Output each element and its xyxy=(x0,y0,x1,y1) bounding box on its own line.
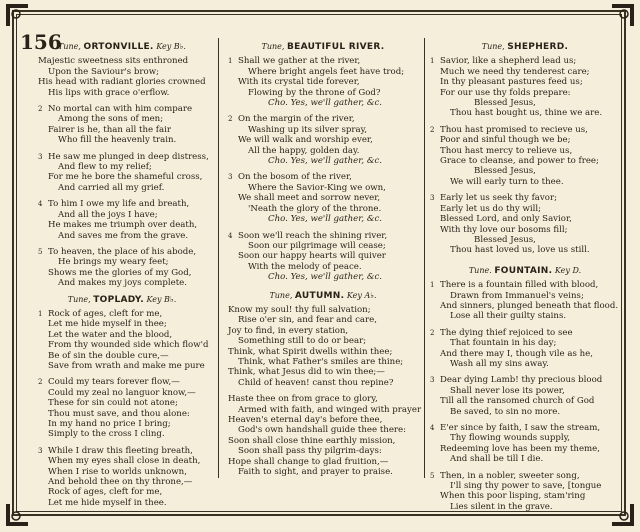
hymn-line xyxy=(430,125,620,135)
stanza xyxy=(430,193,620,255)
tune-label: Key B♭. xyxy=(146,294,177,304)
verse-number: 2 xyxy=(430,125,435,134)
verse-number: 1 xyxy=(38,309,43,318)
hymn-line: To heaven, the place of his abode, xyxy=(48,246,197,257)
verse-number: 3 xyxy=(228,173,233,182)
verse-number: 1 xyxy=(430,57,435,66)
hymn-line: Soon we'll reach the shining river, xyxy=(238,230,388,241)
hymn-line: Wash all my sins away. xyxy=(450,358,549,369)
hymn-line: Cho. Yes, we'll gather, &c. xyxy=(268,156,383,167)
hymn-line: And shall be till I die. xyxy=(450,454,544,465)
verse-number: 1 xyxy=(430,281,435,290)
hymn-line: Child of heaven! canst thou repine? xyxy=(238,377,394,388)
hymn-line: With its crystal tide forever, xyxy=(238,77,360,88)
hymn-line: These for sin could not atone; xyxy=(48,398,178,409)
hymn-line: Think, what Spirit dwells within thee; xyxy=(228,346,393,357)
hymn-line: Flowing by the throne of God? xyxy=(248,87,381,98)
hymn-line: For our use thy folds prepare: xyxy=(440,87,571,98)
hymn-line: Think, what Father's smiles are thine; xyxy=(238,356,404,367)
hymn-line xyxy=(38,104,206,114)
hymn-line: Among the sons of men; xyxy=(58,114,164,125)
tune-label: Tune, xyxy=(67,294,91,304)
tune-label: ORTONVILLE. xyxy=(83,42,154,52)
hymn-line: And all the joys I have; xyxy=(58,209,158,220)
tune-label: Tune, xyxy=(269,290,293,300)
column-2 xyxy=(228,40,422,483)
hymn-line: Thou hast promised to recieve us, xyxy=(440,124,588,135)
hymn-line: All the happy, golden day. xyxy=(248,145,360,156)
hymn-line xyxy=(38,446,206,456)
tune-label: Tune, xyxy=(58,42,81,51)
column-divider xyxy=(218,38,219,478)
hymn-line: Upon the Saviour's brow; xyxy=(48,66,159,77)
hymn-line xyxy=(430,56,620,66)
stanza xyxy=(38,247,206,289)
verse-number: 2 xyxy=(38,378,43,387)
hymn-line: And there may I, though vile as he, xyxy=(440,348,593,359)
hymn-line: Grace to cleanse, and power to free; xyxy=(440,156,599,167)
tune-label: Tune. xyxy=(468,265,492,275)
hymn-line: On the bosom of the river, xyxy=(238,172,352,183)
hymn-line: Early let us do thy will; xyxy=(440,203,542,214)
hymn-line: Thou must save, and thou alone: xyxy=(48,408,190,419)
tune-label: AUTUMN. xyxy=(294,290,345,301)
hymn-line: He makes me triumph over death, xyxy=(48,220,198,231)
stanza xyxy=(430,280,620,322)
verse-number: 2 xyxy=(38,105,43,114)
hymn-line: In thy pleasant pastures feed us; xyxy=(440,77,583,88)
stanza xyxy=(38,56,206,98)
hymn-line: When this poor lisping, stam'ring xyxy=(440,491,586,502)
hymn-line: To him I owe my life and breath, xyxy=(48,199,190,210)
verse-number: 3 xyxy=(38,152,43,161)
hymn-line: Be saved, to sin no more. xyxy=(450,406,561,417)
verse-number: 5 xyxy=(430,471,435,480)
stanza xyxy=(38,446,206,508)
hymn-line xyxy=(228,231,418,241)
hymn-line: Simply to the cross I cling. xyxy=(48,429,165,440)
ornament-bottom-left-icon xyxy=(4,502,30,528)
hymn-line: Lies silent in the grave. xyxy=(450,501,553,512)
hymn-line: Blessed Lord, and only Savior, xyxy=(440,214,572,225)
hymn-line: From thy wounded side which flow'd xyxy=(48,340,209,351)
hymn-line xyxy=(38,377,206,387)
tune-label: TOPLADY. xyxy=(93,294,144,305)
hymn-line: And carried all my grief. xyxy=(58,182,165,193)
hymn-line xyxy=(430,328,620,338)
hymn-line: Fairer is he, than all the fair xyxy=(48,124,171,135)
hymn-line: Soon shall pass thy pilgrim-days: xyxy=(238,446,382,457)
tune-heading xyxy=(430,42,620,52)
hymn-line: Blessed Jesus, xyxy=(474,234,536,245)
hymn-line: God's own handshall guide thee there: xyxy=(238,425,406,436)
stanza xyxy=(38,377,206,439)
hymn-line: Rock of ages, cleft for me, xyxy=(48,308,163,319)
hymn-line: Cho. Yes, we'll gather, &c. xyxy=(268,98,383,109)
hymn-line: Shall we gather at the river, xyxy=(238,56,361,67)
column-1 xyxy=(38,40,209,514)
hymn-line: That fountain in his day; xyxy=(450,338,557,349)
hymn-line: We will walk and worship ever, xyxy=(238,135,373,146)
hymn-line: When my eyes shall close in death, xyxy=(48,456,201,467)
tune-heading xyxy=(38,295,206,305)
hymn-line xyxy=(38,199,206,209)
stanza xyxy=(228,172,418,224)
hymn-line: Shall never lose its power, xyxy=(450,385,565,396)
hymn-line: Let the water and the blood, xyxy=(48,329,173,340)
hymn-line: Lose all their guilty stains. xyxy=(450,311,567,322)
hymn-line: Dear dying Lamb! thy precious blood xyxy=(440,375,603,386)
hymn-line: Drawn from Immanuel's veins; xyxy=(450,290,584,301)
hymn-line: And makes my joys complete. xyxy=(58,278,187,289)
hymn-line: The dying thief rejoiced to see xyxy=(440,327,573,338)
hymn-line: Thou hast loved us, love us still. xyxy=(450,245,590,256)
column-3 xyxy=(430,40,620,518)
tune-label: SHEPHERD. xyxy=(507,42,569,52)
stanza xyxy=(38,308,209,371)
hymn-line xyxy=(430,280,620,290)
hymn-line: Could my zeal no languor know,— xyxy=(48,387,196,398)
hymn-line: Heaven's eternal day's before thee, xyxy=(228,415,383,425)
hymn-line xyxy=(228,56,418,66)
hymn-line: He saw me plunged in deep distress, xyxy=(48,151,209,162)
tune-heading xyxy=(430,266,620,276)
hymn-line: Thou hast bought us, thine we are. xyxy=(450,108,603,119)
verse-number: 4 xyxy=(38,200,43,209)
hymn-line: E'er since by faith, I saw the stream, xyxy=(440,423,601,433)
hymn-line: Where the Savior-King we own, xyxy=(248,182,386,193)
verse-number: 3 xyxy=(430,194,435,203)
hymn-line: Washing up its silver spray, xyxy=(248,124,368,135)
hymn-line xyxy=(228,114,418,124)
hymn-line: Cho. Yes, we'll gather, &c. xyxy=(268,214,383,225)
verse-number: 1 xyxy=(228,57,233,66)
verse-number: 2 xyxy=(430,328,435,337)
verse-number: 3 xyxy=(38,446,43,455)
hymn-line: We will early turn to thee. xyxy=(450,176,564,187)
hymn-line: While I draw this fleeting breath, xyxy=(48,445,193,456)
tune-heading xyxy=(228,42,418,52)
tune-label: Key D. xyxy=(554,265,582,275)
tune-label: BEAUTIFUL RIVER. xyxy=(286,42,385,52)
hymn-line: And behold thee on thy throne,— xyxy=(48,477,193,488)
tune-label: Key B♭. xyxy=(156,42,186,51)
hymn-line: Thy flowing wounds supply, xyxy=(450,433,571,444)
hymn-line: Blessed Jesus, xyxy=(474,166,536,177)
hymn-line: When I rise to worlds unknown, xyxy=(48,466,187,477)
verse-number: 2 xyxy=(228,115,233,124)
hymn-line: And saves me from the grave. xyxy=(58,230,189,241)
hymn-line: Soon our happy hearts will quiver xyxy=(238,251,386,262)
hymn-line: Rise o'er sin, and fear and care, xyxy=(238,315,377,326)
hymn-line: Be of sin the double cure,— xyxy=(48,350,169,361)
hymn-line: Poor and sinful though we be; xyxy=(440,135,571,146)
stanza xyxy=(228,231,418,283)
stanza xyxy=(430,328,620,370)
tune-label: Key A♭. xyxy=(346,290,377,300)
hymn-line: Majestic sweetness sits enthroned xyxy=(38,56,189,67)
hymn-line: Joy to find, in every station, xyxy=(228,325,349,336)
hymn-line xyxy=(430,423,620,433)
tune-label: Tune, xyxy=(261,42,285,51)
stanza xyxy=(38,199,206,241)
hymn-line: Where bright angels feet have trod; xyxy=(248,66,405,77)
verse-number: 5 xyxy=(38,247,43,256)
hymn-line: Save from wrath and make me pure xyxy=(48,360,205,371)
hymn-line: Who fill the heavenly train. xyxy=(58,135,177,146)
hymn-line xyxy=(430,375,620,385)
hymn-line: For me he bore the shameful cross, xyxy=(48,172,203,183)
hymn-line: Cho. Yes, we'll gather, &c. xyxy=(268,272,383,283)
stanza xyxy=(228,56,418,108)
hymn-line xyxy=(38,247,206,257)
tune-label: FOUNTAIN. xyxy=(494,265,553,276)
hymn-line: Let me hide myself in thee. xyxy=(48,497,167,508)
hymn-line: I'll sing thy power to save, [tongue xyxy=(450,481,602,492)
hymn-line: 'Neath the glory of the throne. xyxy=(248,203,382,214)
hymn-line: Redeeming love has been my theme, xyxy=(440,443,601,454)
hymn-line: No mortal can with him compare xyxy=(48,104,193,115)
hymn-line: Haste thee on from grace to glory, xyxy=(228,394,378,405)
stanza xyxy=(38,104,206,146)
hymn-line: Faith to sight, and prayer to praise. xyxy=(238,467,393,478)
hymn-line: We shall meet and sorrow never, xyxy=(238,193,381,204)
hymn-line: Know my soul! thy full salvation; xyxy=(228,304,371,315)
hymn-line xyxy=(430,193,620,203)
hymn-line: With the melody of peace. xyxy=(248,261,362,272)
hymn-line: There is a fountain filled with blood, xyxy=(440,280,599,291)
ornament-top-right-icon xyxy=(610,2,636,28)
ornament-top-left-icon xyxy=(4,2,30,28)
page-number: 156 xyxy=(20,30,62,54)
hymn-line: Early let us seek thy favor; xyxy=(440,193,557,204)
hymn-line: On the margin of the river, xyxy=(238,114,355,125)
hymn-line xyxy=(430,471,620,481)
hymn-line: In my hand no price I bring; xyxy=(48,419,171,429)
stanza xyxy=(430,56,620,118)
stanza xyxy=(38,151,209,194)
tune-label: Tune, xyxy=(481,42,505,51)
hymn-line: Savior, like a shepherd lead us; xyxy=(440,56,577,67)
hymn-line: With thy love our bosoms fill; xyxy=(440,224,568,235)
hymn-line: Hope shall change to glad fruition,— xyxy=(228,456,389,467)
hymn-line: Thou hast mercy to relieve us, xyxy=(440,145,573,156)
stanza xyxy=(228,305,418,388)
hymn-line: Think, what Jesus did to win thee;— xyxy=(228,367,385,378)
tune-heading xyxy=(38,42,206,52)
hymn-line: He brings my weary feet; xyxy=(58,257,169,268)
hymn-line: Soon shall close thine earthly mission, xyxy=(228,435,396,446)
hymn-line: Till all the ransomed church of God xyxy=(440,396,595,407)
tune-heading xyxy=(228,291,418,301)
stanza xyxy=(430,375,620,417)
verse-number: 4 xyxy=(228,231,233,240)
verse-number: 4 xyxy=(430,424,435,432)
hymn-line: Something still to do or bear; xyxy=(238,336,367,347)
hymn-line: His lips with grace o'erflow. xyxy=(48,87,170,98)
hymn-line xyxy=(38,309,206,319)
stanza xyxy=(430,423,620,465)
hymn-line: And sinners, plunged beneath that flood. xyxy=(440,300,619,311)
hymn-line: Shows me the glories of my God, xyxy=(48,267,192,278)
stanza xyxy=(430,125,620,187)
stanza xyxy=(228,114,418,166)
hymn-line: Blessed Jesus, xyxy=(474,98,536,109)
hymn-line: His head with radiant glories crowned xyxy=(38,77,206,88)
hymn-line xyxy=(228,172,418,182)
stanza xyxy=(228,394,422,478)
hymn-line: Much we need thy tenderest care; xyxy=(440,66,590,77)
hymn-line: Armed with faith, and winged with prayer xyxy=(238,404,422,415)
hymn-line: Soon our pilgrimage will cease; xyxy=(248,240,386,251)
hymn-line: Let me hide myself in thee; xyxy=(48,319,167,330)
hymn-line: Rock of ages, cleft for me, xyxy=(48,487,163,498)
stanza xyxy=(430,471,620,513)
hymn-line: Could my tears forever flow,— xyxy=(48,377,180,388)
hymn-line xyxy=(38,151,209,162)
hymn-line: Then, in a nobler, sweeter song, xyxy=(440,470,580,481)
column-divider xyxy=(424,38,425,478)
verse-number: 3 xyxy=(430,376,435,385)
hymn-line: And flew to my relief; xyxy=(58,162,152,173)
